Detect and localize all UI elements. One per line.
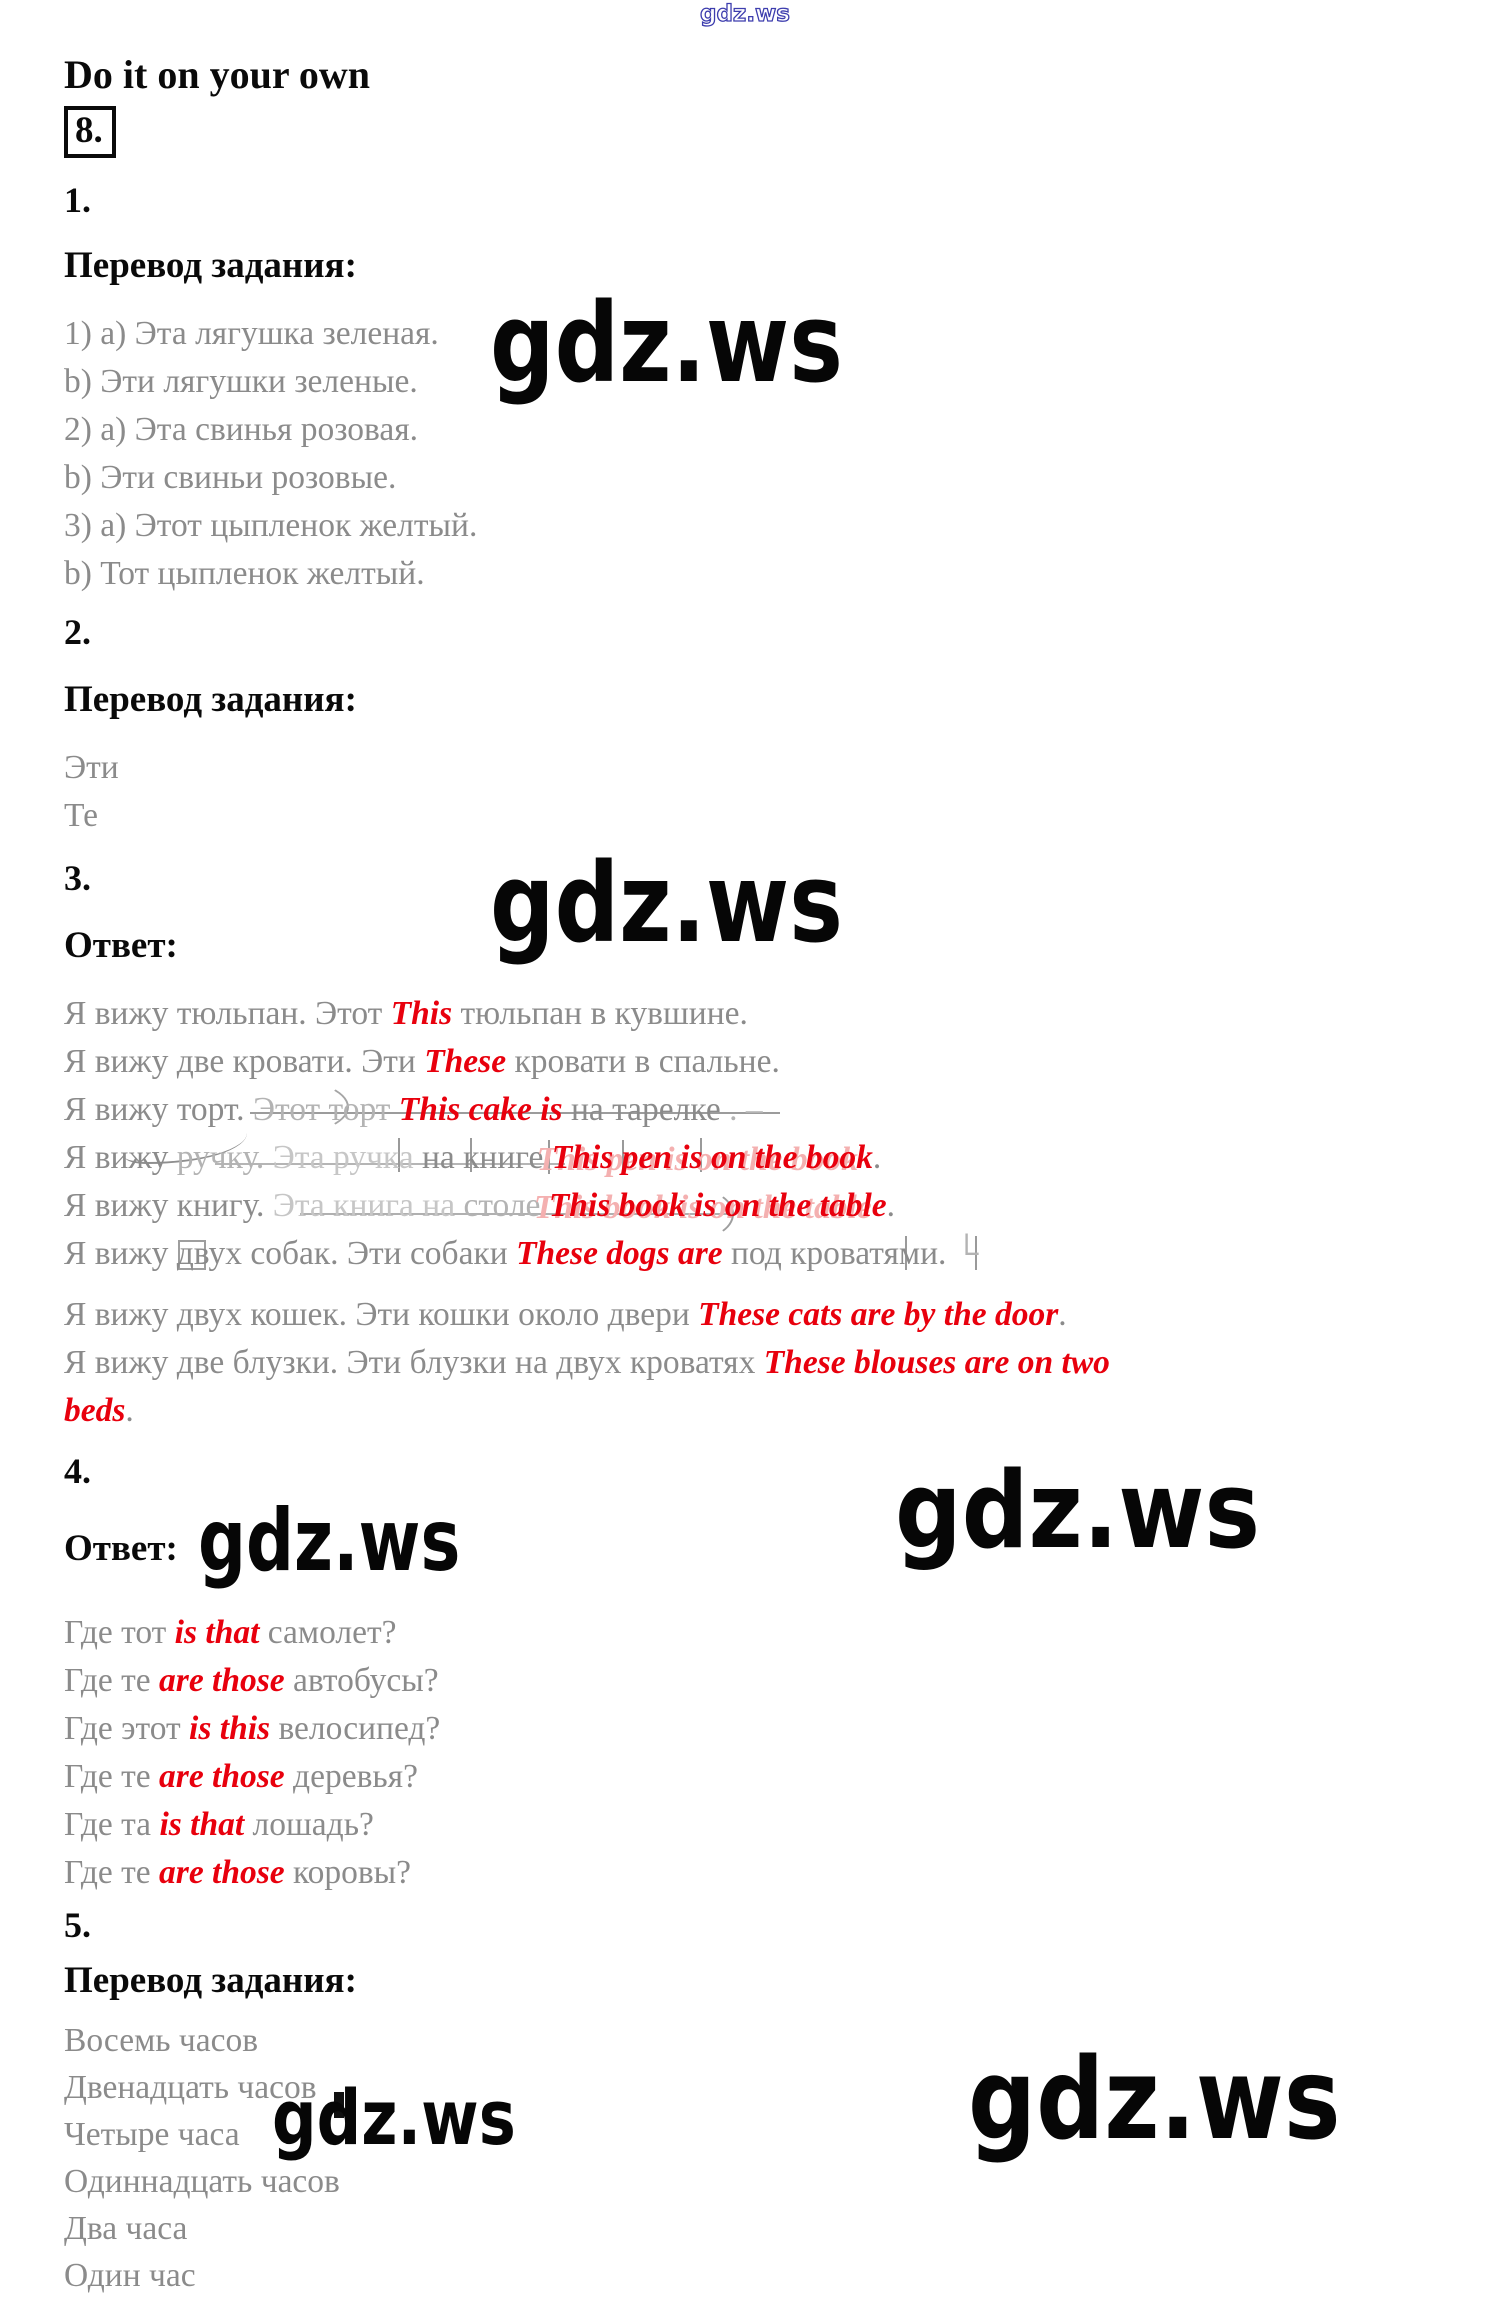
line-text: коровы? (284, 1854, 412, 1891)
line-text: Одиннадцать часов (64, 2163, 340, 2200)
line-text: Я вижу торт. (64, 1091, 253, 1128)
gdz-watermark: gdz.ws (968, 2035, 1341, 2165)
text-line (64, 990, 1454, 1038)
text-line (64, 550, 1454, 598)
section-heading: Ответ: (64, 925, 178, 966)
text-line (64, 1609, 1454, 1657)
text-line (64, 1753, 1454, 1801)
page-title: Do it on your own (64, 52, 370, 97)
section-number: 1. (64, 180, 91, 220)
task-number-box: 8. (64, 106, 116, 158)
text-line (64, 1182, 1454, 1230)
line-text: деревья? (284, 1758, 418, 1795)
line-text: b) Эти свиньи розовые. (64, 459, 397, 496)
text-line (64, 2158, 1454, 2205)
answer-word: is this (189, 1710, 271, 1747)
gdz-watermark: gdz.ws (272, 2073, 516, 2162)
answer-word: are those (159, 1854, 285, 1891)
text-line (64, 502, 1454, 550)
section-number: 2. (64, 612, 91, 652)
section-heading: Перевод задания: (64, 245, 357, 286)
text-line (64, 1038, 1454, 1086)
section-heading: Перевод задания: (64, 679, 357, 720)
line-text: Я вижу книгу. (64, 1187, 273, 1224)
text-line (64, 792, 1454, 840)
answer-word: is that (159, 1806, 245, 1843)
line-text: Восемь часов (64, 2022, 259, 2059)
line-text: . (125, 1392, 134, 1429)
line-text: b) Эти лягушки зеленые. (64, 363, 418, 400)
answer-word: These (424, 1043, 507, 1080)
text-line (64, 1849, 1454, 1897)
section-number: 3. (64, 858, 91, 898)
line-text: . (872, 1139, 882, 1176)
section-number: 5. (64, 1905, 91, 1945)
text-line (64, 1657, 1454, 1705)
line-text: Эти (64, 749, 119, 786)
line-text: на тарелке (562, 1091, 721, 1128)
line-text: Четыре часа (64, 2116, 240, 2153)
text-line (64, 744, 1454, 792)
text-line (64, 1387, 1454, 1435)
answer-word: This (390, 995, 453, 1032)
line-text: Где этот (64, 1710, 190, 1747)
line-text: Эта книга на (272, 1187, 464, 1224)
line-text: 1) a) Эта лягушка зеленая. (64, 315, 439, 352)
answer-word: These cats are by the door (698, 1296, 1059, 1333)
line-text: Те (64, 797, 99, 834)
text-line (64, 1134, 1454, 1182)
line-text: Где те (64, 1662, 160, 1699)
text-line (64, 454, 1454, 502)
answer-list (64, 990, 1454, 1435)
line-text: 2) a) Эта свинья розовая. (64, 411, 419, 448)
gdz-watermark: gdz.ws (490, 839, 843, 967)
line-text: Двенадцать часов (64, 2069, 317, 2106)
line-text: Я вижу тюльпан. Этот (64, 995, 391, 1032)
gdz-watermark: gdz.ws (490, 279, 843, 407)
answer-list (64, 1609, 1454, 1897)
line-text: Где та (64, 1806, 160, 1843)
gdz-watermark: gdz.ws (198, 1491, 461, 1591)
text-line (64, 1339, 1454, 1387)
line-text: Я вижу (64, 1139, 177, 1176)
line-text: Я вижу две кровати. Эти (64, 1043, 425, 1080)
line-text: кровати в спальне. (506, 1043, 780, 1080)
line-text: 3) a) Этот цыпленок желтый. (64, 507, 478, 544)
answer-word: beds (64, 1392, 126, 1429)
line-text: самолет? (259, 1614, 397, 1651)
line-text: b) Тот цыпленок желтый. (64, 555, 425, 592)
line-text: Где тот (64, 1614, 175, 1651)
line-text: Я вижу двух кошек. Эти кошки около двери (64, 1296, 699, 1333)
line-text: лошадь? (244, 1806, 374, 1843)
answer-word: This book is on the table (548, 1187, 887, 1224)
section-heading: Перевод задания: (64, 1960, 357, 2001)
translation-list (64, 744, 1454, 840)
line-text: Где те (64, 1758, 160, 1795)
line-text: тюльпан в кувшине. (452, 995, 748, 1032)
text-line (64, 1801, 1454, 1849)
text-line (64, 1230, 1454, 1278)
line-text: велосипед? (270, 1710, 441, 1747)
line-text: Где те (64, 1854, 160, 1891)
line-text: Один час (64, 2257, 196, 2294)
section-heading: Ответ: (64, 1528, 178, 1569)
line-text: Я вижу двух собак. Эти собаки (64, 1235, 517, 1272)
answer-word: are those (159, 1662, 285, 1699)
line-text: столе (463, 1187, 549, 1224)
answer-word: These blouses are on two (763, 1344, 1110, 1381)
text-line (64, 1086, 1454, 1134)
text-line (64, 1705, 1454, 1753)
line-text: Эта ручка (272, 1139, 414, 1176)
line-text: Два часа (64, 2210, 188, 2247)
text-line (64, 406, 1454, 454)
line-text: на книге (413, 1139, 552, 1176)
gdz-watermark: gdz.ws (895, 1449, 1260, 1572)
line-text: Этот торт (252, 1091, 399, 1128)
answer-word: This pen is on the book (551, 1139, 873, 1176)
answer-word: This cake is (398, 1091, 563, 1128)
line-text: ручку. (176, 1139, 273, 1176)
text-line (64, 2252, 1454, 2299)
line-text: Я вижу две блузки. Эти блузки на двух кроватях (64, 1344, 764, 1381)
text-line (64, 2205, 1454, 2252)
section-number: 4. (64, 1451, 91, 1491)
line-text: . (886, 1187, 896, 1224)
line-text: └ (946, 1235, 979, 1272)
line-text: автобусы? (284, 1662, 439, 1699)
answer-word: These dogs are (516, 1235, 723, 1272)
answer-word: is that (174, 1614, 260, 1651)
answer-word: are those (159, 1758, 285, 1795)
line-text: под кроватями. (722, 1235, 947, 1272)
line-text: . (1058, 1296, 1067, 1333)
gdz-watermark-top: gdz.ws (700, 1, 790, 27)
text-line (64, 1291, 1454, 1339)
line-text: . – (720, 1091, 763, 1128)
